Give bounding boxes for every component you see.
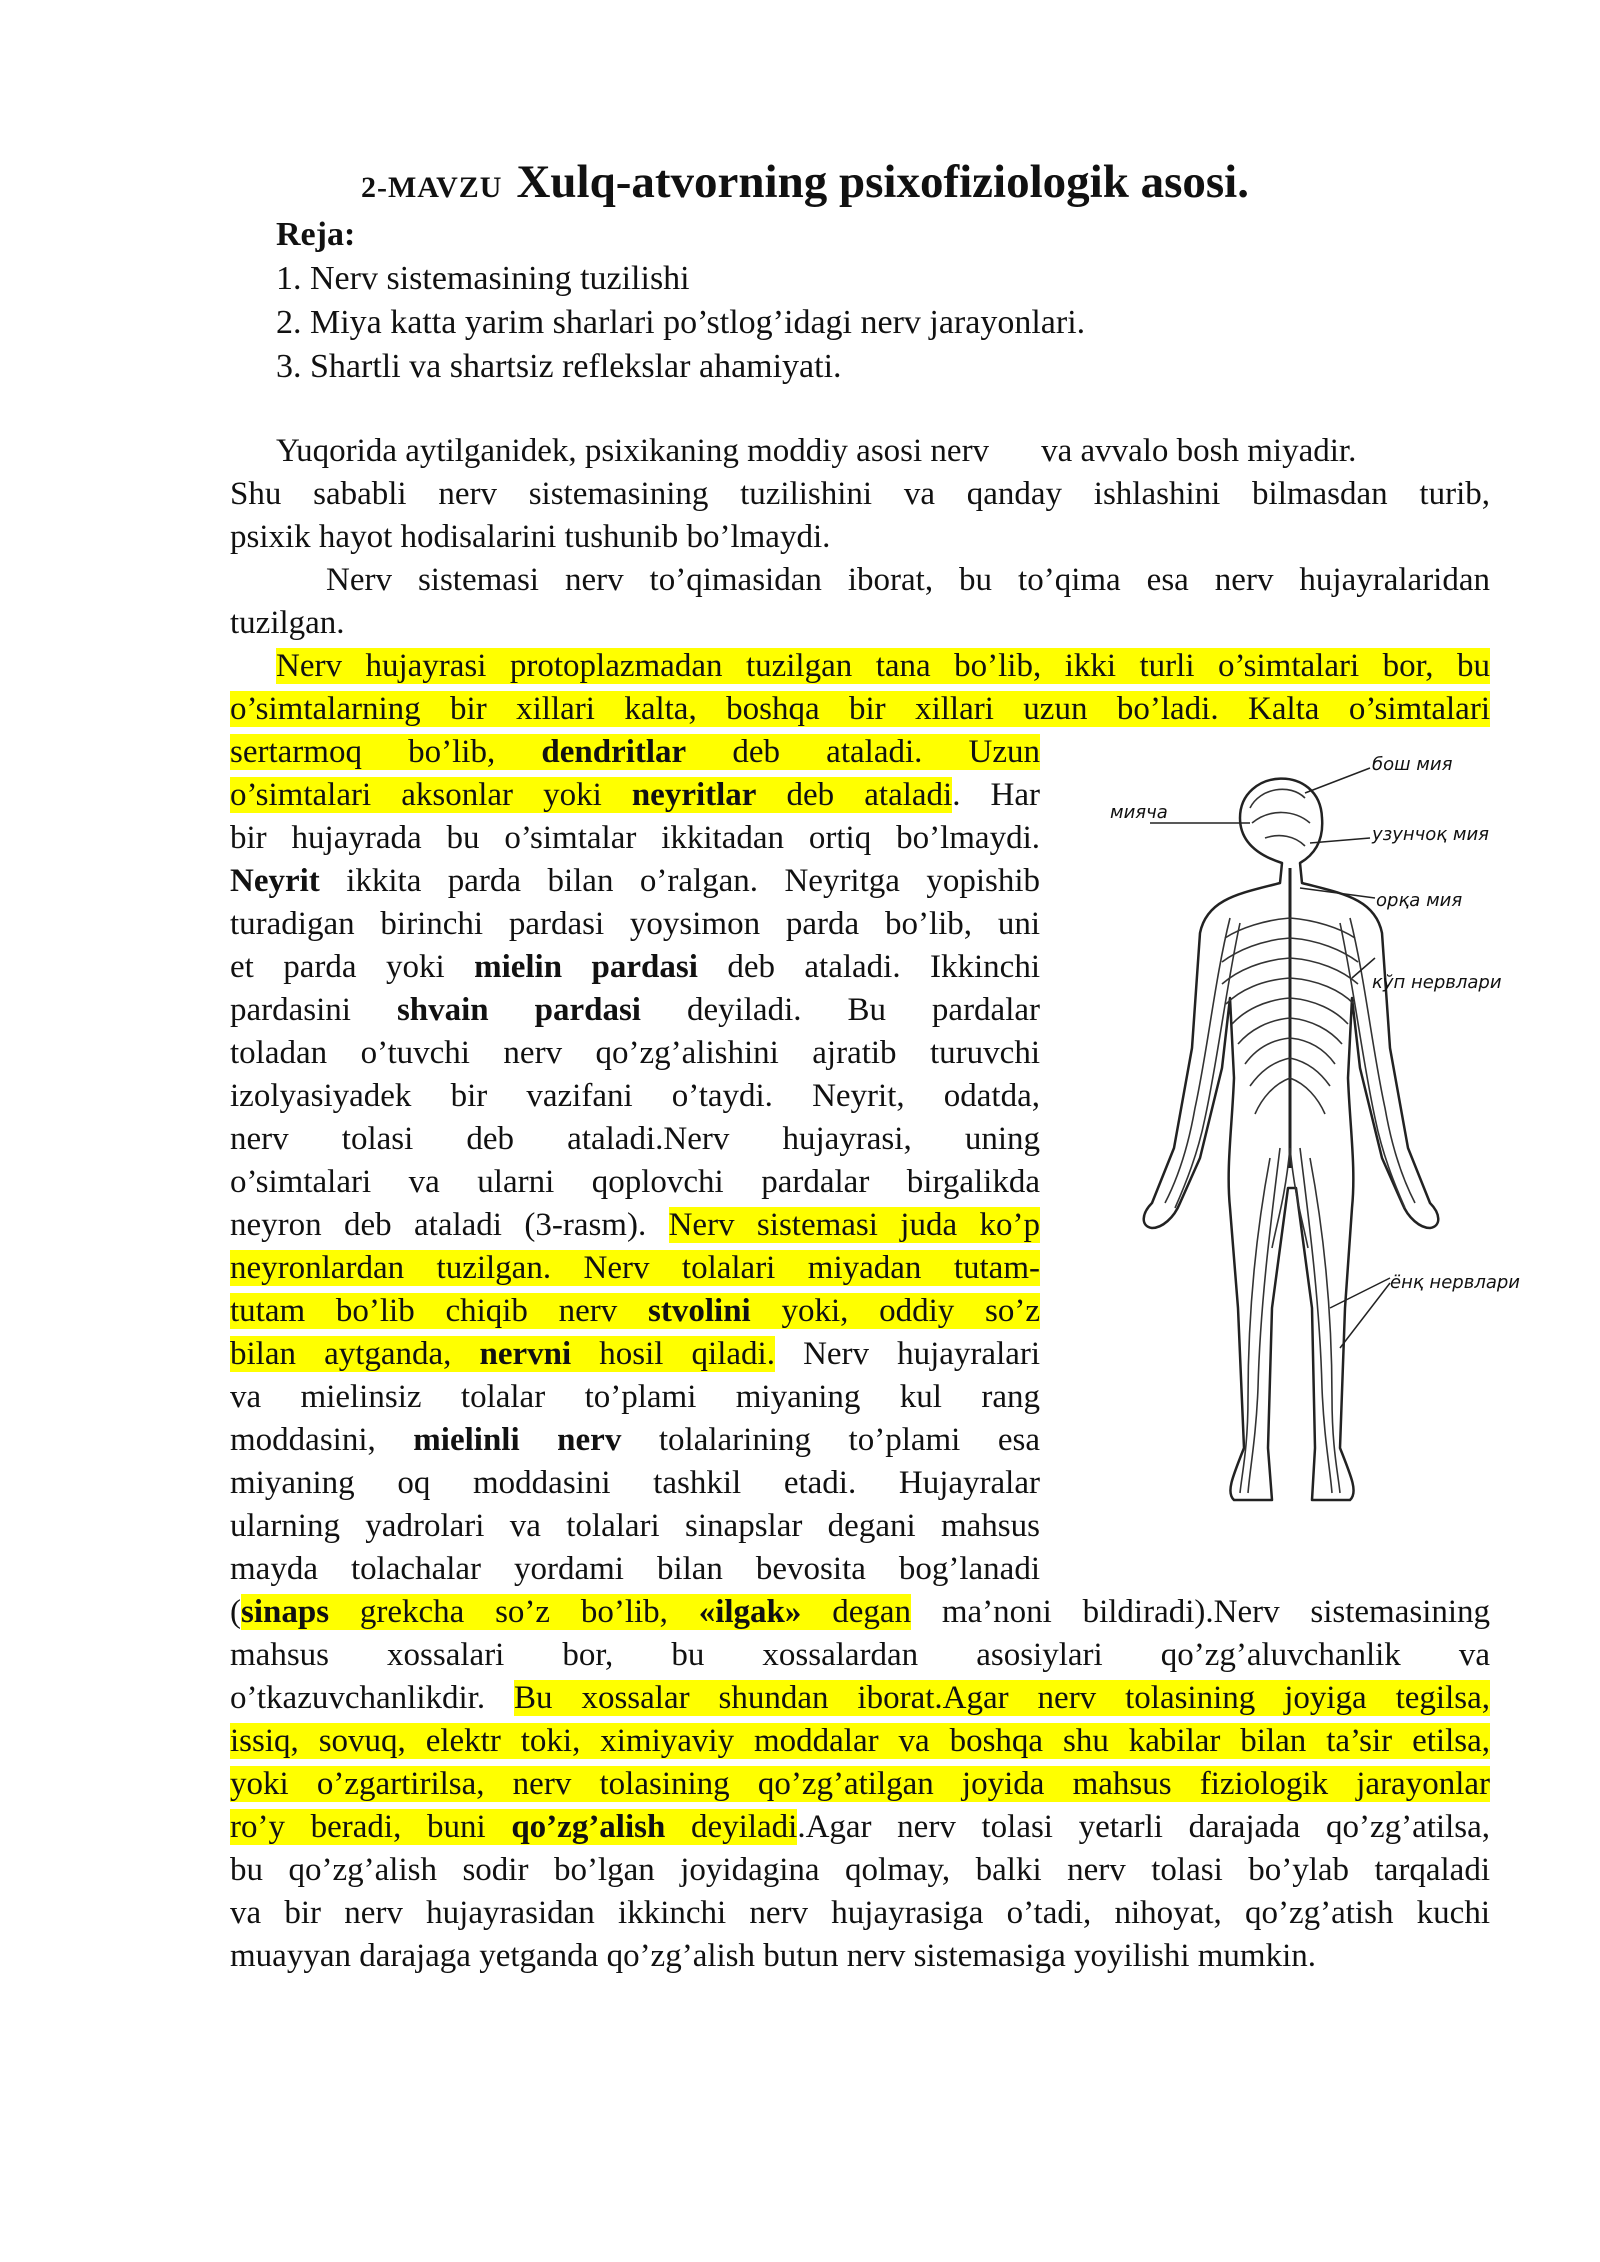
text-span: .Agar nerv tolasi yetarli darajada qo’zg’atilsa,: [797, 1809, 1490, 1845]
text-line: nerv tolasi deb ataladi.Nerv hujayrasi, uning: [230, 1121, 1040, 1157]
plan-list: [276, 213, 1085, 389]
highlight: neyronlardan tuzilgan. Nerv tolalari miyadan tutam-: [230, 1250, 1040, 1286]
text-line: [230, 1290, 1040, 1333]
text-span: deb ataladi: [786, 777, 953, 813]
text-span: grekcha so’z bo’lib,: [359, 1594, 668, 1630]
label-head-brain: бош мия: [1372, 754, 1453, 775]
text-line: bir hujayrada bu o’simtalar ikkitadan ortiq bo’lmaydi.: [230, 820, 1040, 856]
text-line: [230, 1806, 1490, 1849]
label-many-nerves: кўп нервлари: [1372, 972, 1502, 993]
label-cerebellum: мияча: [1110, 802, 1168, 823]
term: dendritlar: [541, 734, 687, 770]
plan-item: 2. Miya katta yarim sharlari po’stlog’idagi nerv jarayonlari.: [276, 304, 1086, 341]
text-span: deb ataladi. Ikkinchi: [727, 949, 1040, 985]
highlight: Nerv hujayrasi protoplazmadan tuzilgan tana bo’lib, ikki turli o’simtalari bor, bu: [276, 648, 1490, 684]
text-line: izolyasiyadek bir vazifani o’taydi. Neyrit, odatda,: [230, 1078, 1040, 1114]
text-span: deb ataladi. Uzun: [732, 734, 1041, 770]
text-line: turadigan birinchi pardasi yoysimon parda bo’lib, uni: [230, 906, 1040, 942]
text-line: [230, 989, 1040, 1032]
text-span: neyron deb ataladi (3-rasm).: [230, 1207, 647, 1243]
highlight: Nerv sistemasi juda ko’p: [668, 1207, 1040, 1243]
text-line: [230, 1333, 1040, 1376]
text-span: tolalarining to’plami esa: [658, 1422, 1041, 1458]
text-line: o’simtalari va ularni qoplovchi pardalar birgalikda: [230, 1164, 1040, 1200]
term: Neyrit: [230, 863, 320, 899]
text-line: [230, 774, 1040, 817]
text-line: [230, 1720, 1490, 1763]
text-span: . Har: [952, 777, 1040, 813]
text-span: sertarmoq bo’lib,: [230, 734, 496, 770]
human-body-illustration: [1090, 748, 1520, 1548]
text-line: Shu sababli nerv sistemasining tuzilishini va qanday ishlashini bilmasdan turib,: [230, 476, 1490, 512]
page-title: [361, 155, 1249, 209]
text-line: mayda tolachalar yordami bilan bevosita bog’lanadi: [230, 1551, 1040, 1587]
text-span: bilan aytganda,: [230, 1336, 452, 1372]
text-line: miyaning oq moddasini tashkil etadi. Hujayralar: [230, 1465, 1040, 1501]
text-line: [230, 731, 1040, 774]
text-span: ikkita parda bilan o’ralgan. Neyritga yopishib: [346, 863, 1041, 899]
text-span: ma’noni bildiradi).Nerv sistemasining: [941, 1594, 1491, 1630]
highlight: o’simtalarning bir xillari kalta, boshqa bir xillari uzun bo’ladi. Kalta o’simtalari: [230, 691, 1490, 727]
text-line: [230, 1591, 1490, 1634]
text-span: degan: [832, 1594, 912, 1630]
text-span: deyiladi: [691, 1809, 798, 1845]
text-line: muayyan darajaga yetganda qo’zg’alish butun nerv sistemasiga yoyilishi mumkin.: [230, 1938, 1316, 1974]
text-span: yoki, oddiy so’z: [781, 1293, 1040, 1329]
text-span: (: [230, 1594, 241, 1630]
text-line: ularning yadrolari va tolalari sinapslar degani mahsus: [230, 1508, 1040, 1544]
text-span: hosil qiladi.: [599, 1336, 775, 1372]
text-line: va mielinsiz tolalar to’plami miyaning kul rang: [230, 1379, 1040, 1415]
text-line: [230, 1247, 1040, 1290]
plan-item: 3. Shartli va shartsiz reflekslar ahamiyati.: [276, 348, 842, 385]
text-line: [230, 946, 1040, 989]
term: sinaps: [241, 1594, 330, 1630]
text-span: va avvalo bosh miyadir.: [1041, 433, 1357, 469]
term: «ilgak»: [698, 1594, 802, 1630]
text-span: et parda yoki: [230, 949, 445, 985]
title-prefix: 2-MAVZU: [361, 171, 503, 204]
label-spinal-cord: орқа мия: [1376, 890, 1463, 911]
title-main: Xulq-atvorning psixofiziologik asosi.: [516, 156, 1249, 208]
text-span: o’tkazuvchanlikdir.: [230, 1680, 486, 1716]
text-span: tutam bo’lib chiqib nerv: [230, 1293, 618, 1329]
text-line: mahsus xossalari bor, bu xossalardan asosiylari qo’zg’aluvchanlik va: [230, 1637, 1490, 1673]
term: shvain pardasi: [396, 992, 641, 1028]
text-line: bu qo’zg’alish sodir bo’lgan joyidagina qolmay, balki nerv tolasi bo’ylab tarqaladi: [230, 1852, 1490, 1888]
text-span: deyiladi. Bu pardalar: [686, 992, 1041, 1028]
text-line: [230, 1763, 1490, 1806]
text-line: toladan o’tuvchi nerv qo’zg’alishini ajratib turuvchi: [230, 1035, 1040, 1071]
term: mielinli nerv: [413, 1422, 622, 1458]
plan-heading: Reja:: [276, 216, 356, 253]
text-line: [230, 1419, 1040, 1462]
term: nervni: [479, 1336, 572, 1372]
label-medulla: узунчоқ мия: [1372, 824, 1489, 845]
text-span: pardasini: [230, 992, 351, 1028]
text-line: [230, 1677, 1490, 1720]
text-span: moddasini,: [230, 1422, 376, 1458]
text-line: Nerv sistemasi nerv to’qimasidan iborat, bu to’qima esa nerv hujayralaridan: [326, 562, 1490, 598]
text-line: [276, 430, 1356, 473]
text-line: [230, 860, 1040, 903]
term: qo’zg’alish: [511, 1809, 666, 1845]
text-span: Yuqorida aytilganidek, psixikaning moddiy asosi nerv: [276, 433, 990, 469]
text-line: psixik hayot hodisalarini tushunib bo’lmaydi.: [230, 519, 831, 555]
text-span: ro’y beradi, buni: [230, 1809, 486, 1845]
text-line: [230, 688, 1490, 731]
text-line: tuzilgan.: [230, 605, 345, 641]
text-span: Nerv hujayralari: [803, 1336, 1041, 1372]
term: mielin pardasi: [474, 949, 698, 985]
term: neyritlar: [631, 777, 757, 813]
text-span: o’simtalari aksonlar yoki: [230, 777, 602, 813]
highlight: issiq, sovuq, elektr toki, ximiyaviy moddalar va boshqa shu kabilar bilan ta’sir etilsa,: [230, 1723, 1490, 1759]
plan-item: 1. Nerv sistemasining tuzilishi: [276, 260, 690, 297]
nervous-system-figure: [1090, 748, 1520, 1548]
highlight: Bu xossalar shundan iborat.Agar nerv tolasining joyiga tegilsa,: [514, 1680, 1490, 1716]
text-line: [276, 645, 1490, 688]
term: stvolini: [648, 1293, 751, 1329]
label-lower-nerves: ёнқ нервлари: [1390, 1272, 1520, 1293]
highlight: yoki o’zgartirilsa, nerv tolasining qo’zg’atilgan joyida mahsus fiziologik jarayonlar: [230, 1766, 1490, 1802]
text-line: va bir nerv hujayrasidan ikkinchi nerv hujayrasiga o’tadi, nihoyat, qo’zg’atish kuchi: [230, 1895, 1490, 1931]
text-line: [230, 1204, 1040, 1247]
